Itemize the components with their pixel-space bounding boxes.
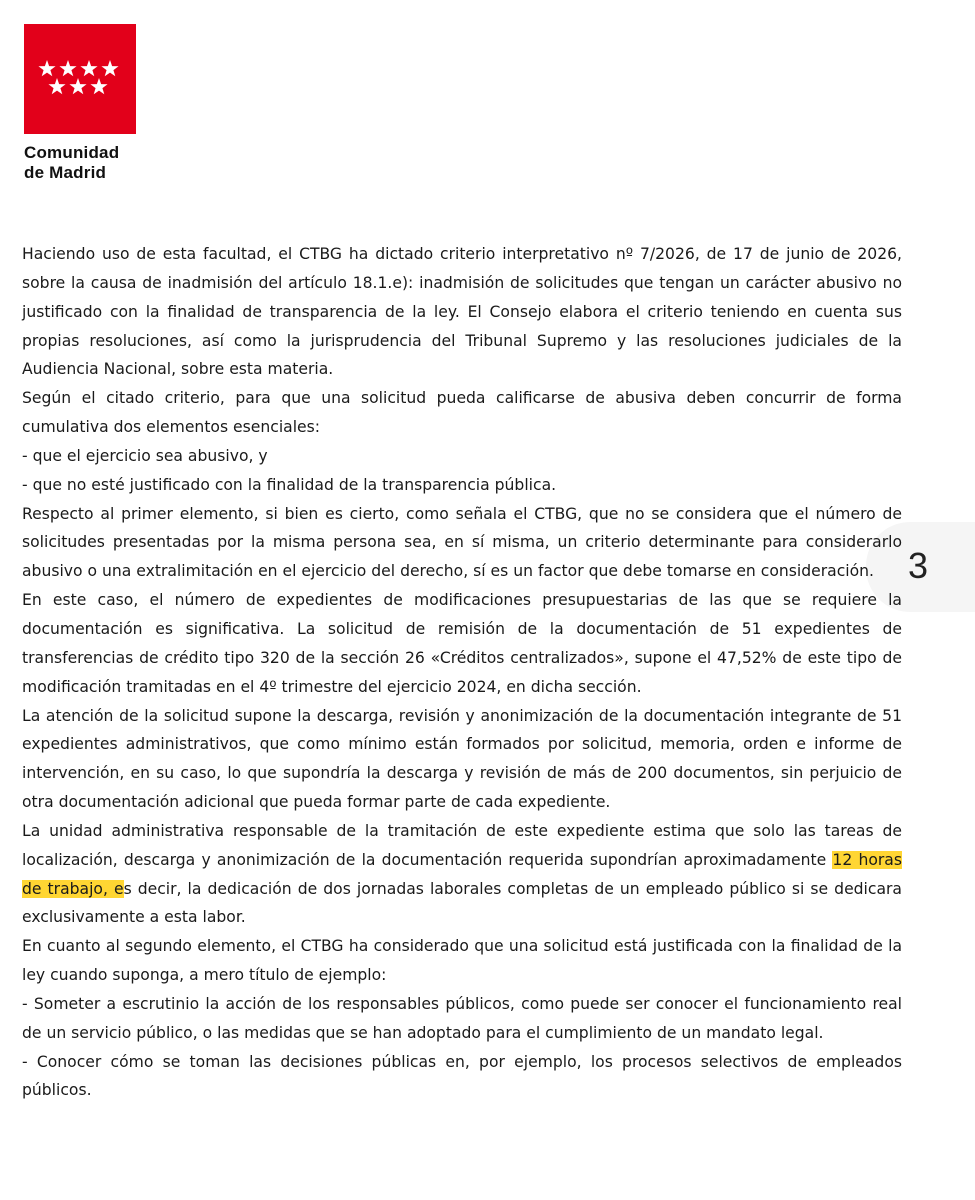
paragraph-primer-elemento: Respecto al primer elemento, si bien es cierto, como señala el CTBG, que no se considera que el número de solicitudes presentadas por la misma persona sea, en sí misma, un criterio determinante para considerarlo abusivo o una extralimitación en el ejercicio del derecho, sí es un factor que debe tomarse en consideración. <box>22 504 902 581</box>
paragraph-unidad-administrativa <box>22 817 902 932</box>
list-item-escrutinio: - Someter a escrutinio la acción de los responsables públicos, como puede ser conocer el funcionamiento real de un servicio público, o las medidas que se han adoptado para el cumplimiento de un mandato legal. <box>22 994 902 1042</box>
list-item-justificado: - que no esté justificado con la finalidad de la transparencia pública. <box>22 475 557 494</box>
logo-wordmark <box>24 143 164 183</box>
text-after-highlight: s decir, la dedicación de dos jornadas laborales completas de un empleado público si se dedicara exclusivamente a esta labor. <box>22 879 902 927</box>
paragraph-elementos: Según el citado criterio, para que una solicitud pueda calificarse de abusiva deben concurrir de forma cumulativa dos elementos esenciales: <box>22 389 902 437</box>
madrid-flag-icon <box>24 24 136 134</box>
paragraph-segundo-elemento: En cuanto al segundo elemento, el CTBG ha considerado que una solicitud está justificada con la finalidad de la ley cuando suponga, a mero título de ejemplo: <box>22 937 902 985</box>
page-number: 3 <box>908 545 929 586</box>
logo-line-2: de Madrid <box>24 163 107 182</box>
document-body <box>22 240 902 1105</box>
logo-line-1: Comunidad <box>24 143 120 162</box>
text-before-highlight: La unidad administrativa responsable de la tramitación de este expediente estima que solo las tareas de localización, descarga y anonimización de la documentación requerida supondrían aproximadamente <box>22 821 902 869</box>
list-item-decisiones: - Conocer cómo se toman las decisiones públicas en, por ejemplo, los procesos selectivos de empleados públicos. <box>22 1052 902 1100</box>
paragraph-expedientes: En este caso, el número de expedientes de modificaciones presupuestarias de las que se requiere la documentación es significativa. La solicitud de remisión de la documentación de 51 expedientes de transferencias de crédito tipo 320 de la sección 26 «Créditos centralizados», supone el 47,52% de este tipo de modificación tramitadas en el 4º trimestre del ejercicio 2024, en dicha sección. <box>22 591 902 696</box>
paragraph-atencion: La atención de la solicitud supone la descarga, revisión y anonimización de la documentación integrante de 51 expedientes administrativos, que como mínimo están formados por solicitud, memoria, orden e informe de intervención, en su caso, lo que supondría la descarga y revisión de más de 200 documentos, sin perjuicio de otra documentación adicional que pueda formar parte de cada expediente. <box>22 706 902 812</box>
list-item-abusivo: - que el ejercicio sea abusivo, y <box>22 446 268 465</box>
comunidad-de-madrid-logo <box>24 24 164 183</box>
highlighted-text: 12 horas de trabajo, e <box>22 850 902 898</box>
paragraph-criterio: Haciendo uso de esta facultad, el CTBG ha dictado criterio interpretativo nº 7/2026, de 17 de junio de 2026, sobre la causa de inadmisión del artículo 18.1.e): inadmisión de solicitudes que tengan un carácter abusivo no justificado con la finalidad de transparencia de la ley. El Consejo elabora el criterio teniendo en cuenta sus propias resoluciones, así como la jurisprudencia del Tribunal Supremo y las resoluciones judiciales de la Audiencia Nacional, sobre esta materia. <box>22 245 902 379</box>
